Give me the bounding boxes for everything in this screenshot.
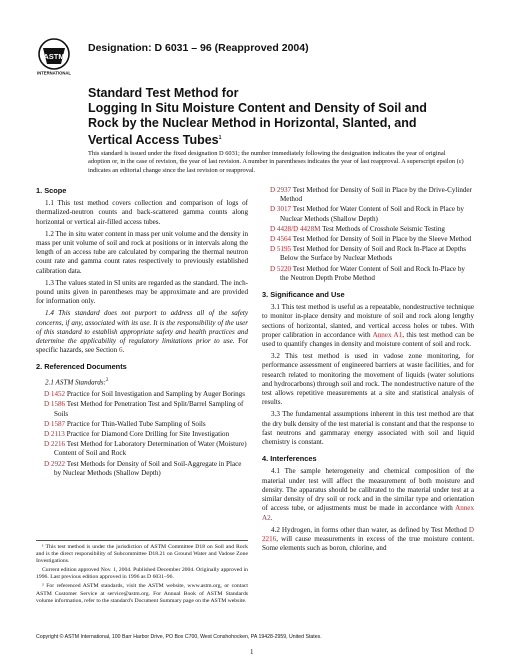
d2216-link[interactable]: D 2216	[262, 525, 474, 543]
interferences-heading: 4. Interferences	[262, 454, 317, 464]
scope-p2: 1.2 The in situ water content in mass per unit volume and the density in mass per unit volume of soil and rock at positions or in intervals along the length of an access tube are calculated by comparing the thermal neutron count rate and gamma count rates respectively to previously established calibration data.	[36, 229, 248, 275]
designation: Designation: D 6031 – 96 (Reapproved 2004)	[88, 42, 309, 54]
significance-p3: 3.3 The fundamental assumptions inherent in this test method are that the dry bulk density of the test material is constant and that the response to fast neutrons and gammaray energy associated with soil and liquid chemistry is constant.	[262, 410, 474, 447]
title-prefix: Standard Test Method for	[88, 86, 239, 100]
reference-list-right	[262, 186, 474, 283]
reference-list-continued	[262, 186, 474, 283]
title-main: Logging In Situ Moisture Content and Density of Soil and Rock by the Nuclear Method in Horizontal, Slanted, and Vertical Access Tubes$^1$	[88, 101, 427, 148]
reference-item	[262, 265, 474, 283]
reference-item	[262, 186, 474, 204]
reference-code-link[interactable]: D 5220	[270, 264, 292, 273]
astm-logo	[34, 36, 74, 76]
reference-code-link[interactable]: D 3017	[270, 205, 292, 214]
reference-item	[36, 440, 248, 458]
document-title	[88, 86, 458, 148]
svg-text:ASTM: ASTM	[43, 52, 65, 61]
logo-caption: INTERNATIONAL	[37, 70, 71, 76]
significance-p2: 3.2 This test method is used in vadose zone monitoring, for performance assessment of engineered barriers at waste facilities, and for research related to monitoring the movement of liquids (water solutions and hydrocarbons) through soil and rock. The nondestructive nature of the test allows repetitive measurements at a site and statistical analysis of results.	[262, 352, 474, 407]
scope-p3: 1.3 The values stated in SI units are regarded as the standard. The inch-pound units given in parentheses may be approximate and are provided for information only.	[36, 278, 248, 306]
section-interferences	[262, 454, 474, 553]
reference-title: Test Method for Penetration Test and Split/Barrel Sampling of Soils	[54, 400, 244, 418]
right-column	[262, 186, 474, 560]
annex-a2-link[interactable]: Annex A2	[262, 504, 474, 522]
scope-p4: 1.4 This standard does not purport to address all of the safety concerns, if any, associated with its use. It is the responsibility of the user of this standard to establish appropriate safety and health practices and determine the applicability of regulatory limitations prior to use. For specific hazards, see Section 6.	[36, 309, 248, 355]
reference-item	[262, 205, 474, 223]
issuance-notice: This standard is issued under the fixed designation D 6031; the number immediately following the designation indicates the year of original adoption or, in the case of revision, the year of last revision. A number in parentheses indicates the year of last reapproval. A superscript epsilon (ε) indicates an editorial change since the last revision or reapproval.	[88, 150, 464, 174]
reference-title: Test Method for Water Content of Soil and Rock In-Place by the Neutron Depth Probe Method	[280, 264, 465, 282]
scope-heading: 1. Scope	[36, 186, 67, 195]
significance-heading: 3. Significance and Use	[262, 290, 345, 300]
reference-item	[36, 390, 248, 399]
reference-title: Test Methods of Crosshole Seismic Testing	[320, 224, 445, 233]
reference-title: Test Method for Density of Soil and Rock In-Place at Depths Below the Surface by Nuclear Methods	[280, 245, 467, 263]
reference-title: Test Method for Density of Soil in Place by the Drive-Cylinder Method	[280, 186, 472, 204]
section-scope	[36, 186, 248, 355]
interferences-p1: 4.1 The sample heterogeneity and chemical composition of the material under test will affect the measurement of both moisture and density. The apparatus should be calibrated to the material under test at a similar density of dry soil or rock and in the similar type and orientation of access tube, or adjustments must be made in accordance with Annex A2.	[262, 467, 474, 522]
annex-a1-link[interactable]: Annex A1	[372, 330, 403, 339]
scope-p1: 1.1 This test method covers collection and comparison of logs of thermalized-neutron counts and back-scattered gamma counts along horizontal or vertical air-filled access tubes.	[36, 199, 248, 226]
reference-code-link[interactable]: D 1587	[44, 419, 66, 428]
interferences-p2: 4.2 Hydrogen, in forms other than water, as defined by Test Method D 2216, will cause measurements in excess of the true moisture content. Some elements such as boron, chlorine, and	[262, 525, 474, 553]
footnote-1: ¹ This test method is under the jurisdiction of ASTM Committee D18 on Soil and Rock and is the direct responsibility of Subcommittee D18.21 on Ground Water and Vadose Zone Investigations.	[36, 544, 248, 565]
reference-code-link[interactable]: D 2113	[44, 430, 65, 439]
section-6-link[interactable]: 6	[118, 346, 123, 355]
astm-standards-intro: 2.1 ASTM Standards:$^2$	[45, 377, 109, 387]
reference-code-link[interactable]: D 4428/D 4428M	[270, 224, 321, 233]
reference-list-left	[36, 390, 248, 478]
reference-code-link[interactable]: D 2937	[270, 186, 292, 194]
reference-code-link[interactable]: D 1452	[44, 390, 66, 399]
reference-title: Practice for Soil Investigation and Sampling by Auger Borings	[65, 390, 245, 399]
reference-code-link[interactable]: D 5195	[270, 245, 292, 254]
reference-item	[36, 430, 248, 439]
copyright: Copyright © ASTM International, 100 Barr Harbor Drive, PO Box C700, West Conshohocken, PA 19428-2959, United States.	[36, 634, 322, 640]
reference-item	[262, 225, 474, 234]
page-number: 1	[250, 648, 254, 656]
reference-title: Test Methods for Density of Soil and Soil-Aggregate in Place by Nuclear Methods (Shallow Depth)	[54, 459, 242, 477]
reference-item	[36, 420, 248, 429]
section-significance	[262, 290, 474, 447]
section-referenced	[36, 362, 248, 478]
reference-code-link[interactable]: D 2216	[44, 440, 66, 449]
left-column	[36, 186, 248, 485]
footnote-1b: Current edition approved Nov. 1, 2004. Published December 2004. Originally approved in 1996. Last previous edition approved in 1996 as D 6031–96.	[36, 567, 248, 581]
reference-title: Practice for Thin-Walled Tube Sampling of Soils	[65, 419, 206, 428]
reference-item	[262, 245, 474, 263]
footnote-2: ² For referenced ASTM standards, visit the ASTM website, www.astm.org, or contact ASTM Customer Service at service@astm.org. For Annual Book of ASTM Standards volume information, refer to the standard's Document Summary page on the ASTM website.	[36, 583, 248, 604]
reference-item	[36, 460, 248, 478]
reference-title: Test Method for Density of Soil in Place by the Sleeve Method	[291, 235, 472, 244]
reference-code-link[interactable]: D 2922	[44, 459, 66, 468]
footnotes	[36, 540, 248, 607]
reference-title: Practice for Diamond Core Drilling for Site Investigation	[64, 430, 230, 439]
significance-p1: 3.1 This test method is useful as a repeatable, nondestructive technique to monitor in-place density and moisture of soil and rock along lengthy sections of horizontal, slanted, and vertical access holes or tubes. With proper calibration in accordance with Annex A1, this test method can be used to quantify changes in density and moisture content of soil and rock.	[262, 303, 474, 349]
reference-code-link[interactable]: D 4564	[270, 235, 292, 244]
reference-title: Test Method for Laboratory Determination of Water (Moisture) Content of Soil and Rock	[54, 440, 247, 458]
reference-title: Test Method for Water Content of Soil and Rock in Place by Nuclear Methods (Shallow Depth)	[280, 205, 464, 223]
reference-code-link[interactable]: D 1586	[44, 400, 66, 409]
referenced-heading: 2. Referenced Documents	[36, 362, 127, 372]
reference-item	[36, 400, 248, 418]
reference-item	[262, 235, 474, 244]
